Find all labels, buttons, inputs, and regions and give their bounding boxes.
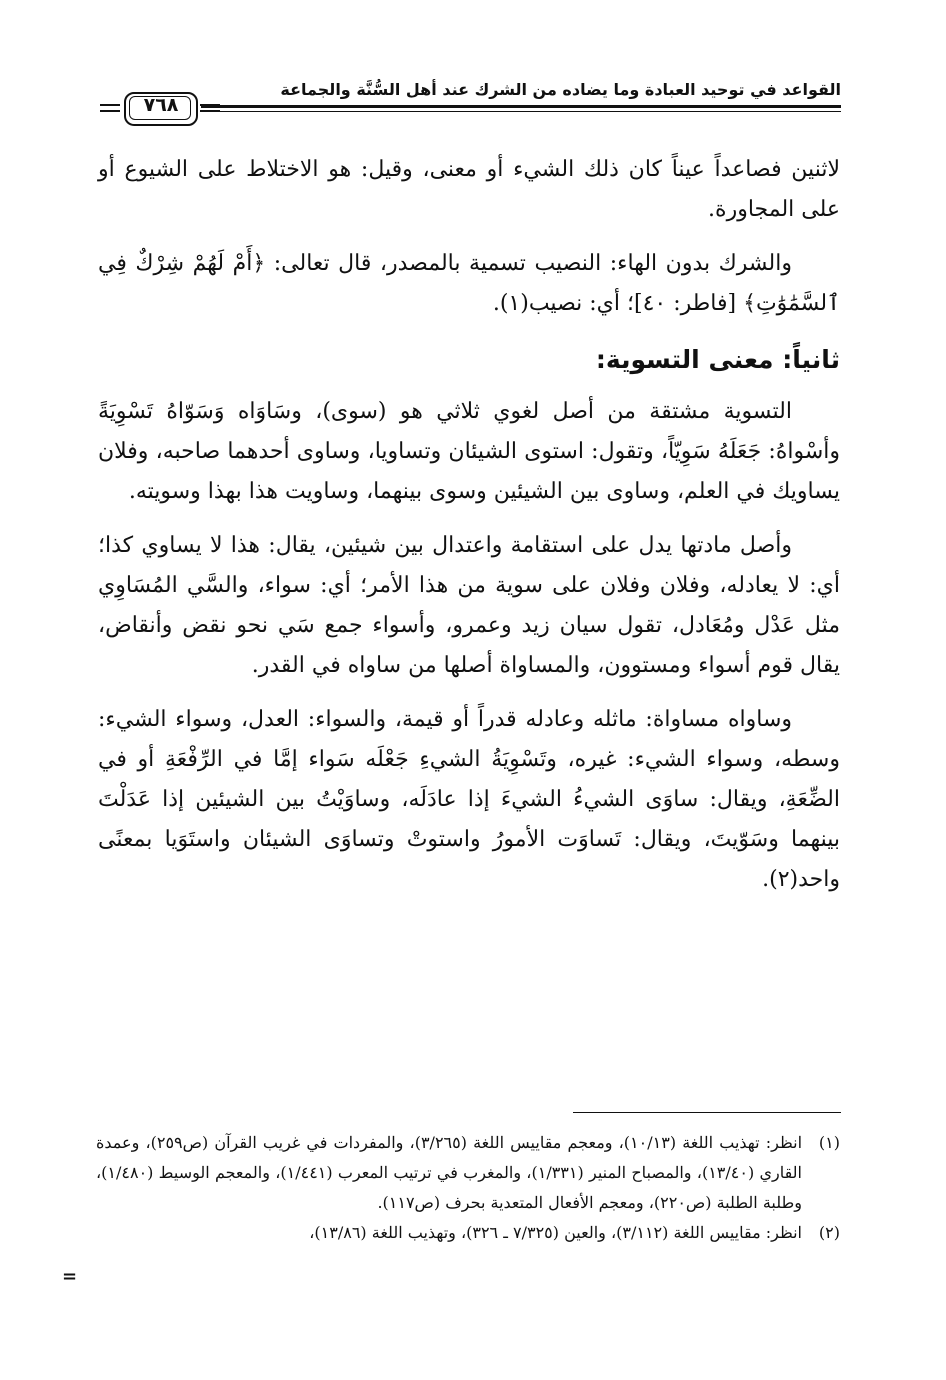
footnote-separator	[573, 1112, 841, 1113]
header-rule-thin	[201, 111, 841, 112]
footnote-text: انظر: مقاييس اللغة (٣/١١٢)، والعين (٧/٣٢٥ ـ ٣٢٦)، وتهذيب اللغة (١٣/٨٦)،	[309, 1223, 802, 1242]
frame-ornament-right	[200, 104, 220, 106]
frame-ornament-right-2	[200, 110, 220, 112]
frame-ornament-left	[100, 104, 120, 106]
paragraph-taswiya-root: وأصل مادتها يدل على استقامة واعتدال بين شيئين، يقال: هذا لا يساوي كذا؛ أي: لا يعادله، وفلان وفلان على سوية من هذا الأمر؛ أي: سواء، والسَّي المُسَاوِي مثل عَدْل ومُعَادل، تقول سيان زيد وعمرو، وأسواء جمع سَي نحو نقض وأنقاض، يقال قوم أسواء ومستوون، والمساواة أصلها من ساواه في القدر.	[98, 533, 840, 678]
footnotes	[96, 1128, 840, 1248]
paragraph-taswiya-origin: التسوية مشتقة من أصل لغوي ثلاثي هو (سوى)، وسَاوَاه وَسَوّاهُ تَسْوِيَةً وأسْواهُ: جَعَلَهُ سَوِيّاً، وتقول: استوى الشيئان وتساويا، وساوى أحدهما صاحبه، وفلان يساويك في العلم، وساوى بين الشيئين وسوى بينهما، وساويت هذا بهذا وسويته.	[98, 399, 840, 504]
paragraph-musawa: وساواه مساواة: ماثله وعادله قدراً أو قيمة، والسواء: العدل، وسواء الشيء: وسطه، وسواء الشيء: غيره، وتَسْوِيَةُ الشيءِ جَعْلَه سَواء إمَّا في الرِّفْعَةِ أو في الضِّعَةِ، ويقال: ساوَى الشيءُ الشيءَ إذا عادَلَه، وساوَيْتُ بين الشيئين إذا عَدَلْتَ بينهما وسَوّيتَ، ويقال: تَساوَت الأمورُ واستوتْ وتساوَى الشيئان واستَوَيا بمعنًى واحد(٢).	[98, 707, 840, 892]
header-rule-thick	[201, 105, 841, 108]
footnote-continuation-mark: =	[62, 1266, 78, 1287]
paragraph-shirk-nasib: والشرك بدون الهاء: النصيب تسمية بالمصدر، قال تعالى: ﴿أَمْ لَهُمْ شِرْكٌ فِي ٱلسَّمَٰوَٰتِ﴾ [فاطر: ٤٠]؛ أي: نصيب(١).	[98, 251, 840, 316]
page-number: ٧٦٨	[143, 94, 179, 116]
running-title: القواعد في توحيد العبادة وما يضاده من الشرك عند أهل السُّنَّة والجماعة	[280, 80, 841, 99]
paragraph-continuation: لاثنين فصاعداً عيناً كان ذلك الشيء أو معنى، وقيل: هو الاختلاط على الشيوع أو على المجاورة.	[98, 157, 841, 222]
main-text	[98, 150, 840, 900]
footnote-number: (١)	[818, 1133, 840, 1152]
page-header	[96, 78, 841, 128]
frame-ornament-left-2	[100, 110, 120, 112]
footnote-number: (٢)	[818, 1223, 840, 1242]
footnote-text: انظر: تهذيب اللغة (١٠/١٣)، ومعجم مقاييس اللغة (٣/٢٦٥)، والمفردات في غريب القرآن (ص٢٥٩)، وعمدة القاري (١٣/٤٠)، والمصباح المنير (١/٣٣١)، والمغرب في ترتيب المعرب (١/٤٤١)، والمعجم الوسيط (١/٤٨٠)، وطلبة الطلبة (ص٢٢٠)، ومعجم الأفعال المتعدية بحرف (ص١١٧).	[96, 1133, 803, 1212]
footnote-item	[96, 1128, 840, 1218]
footnote-item	[96, 1218, 840, 1248]
section-heading: ثانياً: معنى التسوية:	[595, 345, 840, 374]
page-number-frame	[100, 92, 218, 128]
